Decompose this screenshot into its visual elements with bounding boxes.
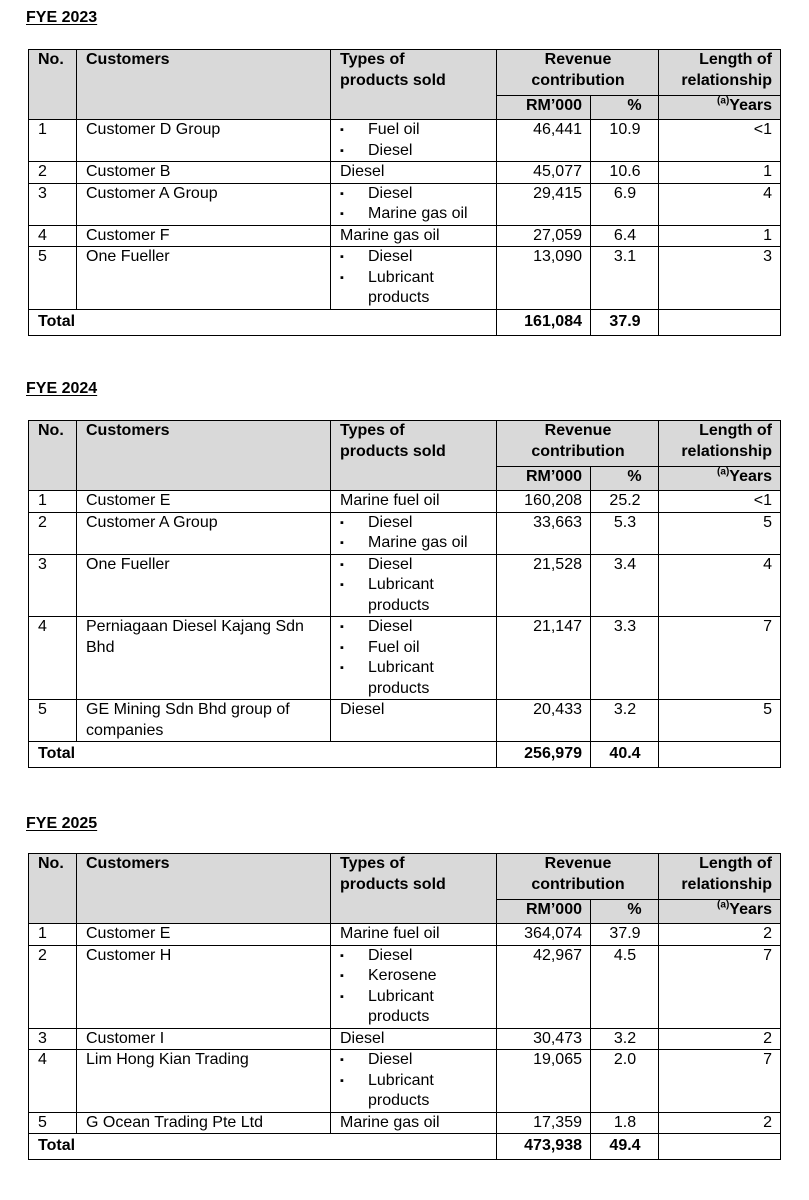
table-row [29, 1028, 781, 1050]
bullet-icon: ▪ [340, 621, 344, 633]
total-rm000: 256,979 [497, 742, 591, 768]
table-row [29, 1112, 781, 1134]
customer-name: Customer A Group [77, 512, 331, 554]
product-item [340, 141, 488, 162]
products-sold: Diesel [331, 700, 497, 742]
note-a-marker: (a) [717, 466, 730, 478]
top-customers-table-fye-2023 [28, 49, 781, 336]
header-years: $^{(a)}$Years [659, 96, 781, 120]
products-sold [331, 512, 497, 554]
products-sold: Marine gas oil [331, 225, 497, 247]
product-item [340, 533, 488, 554]
row-number: 1 [29, 120, 77, 162]
customer-name: One Fueller [77, 247, 331, 310]
bullet-icon: ▪ [340, 124, 344, 136]
product-label: Marine gas oil [368, 534, 468, 551]
products-sold: Diesel [331, 1028, 497, 1050]
header-rm000: RM’000 [497, 900, 591, 924]
bullet-icon: ▪ [340, 990, 344, 1003]
revenue-percent: 3.1 [591, 247, 659, 310]
table-row [29, 512, 781, 554]
product-label: Diesel [368, 513, 413, 531]
bullet-icon: ▪ [340, 1054, 344, 1066]
row-number: 3 [29, 554, 77, 617]
products-list [340, 946, 488, 1028]
row-number: 1 [29, 924, 77, 946]
revenue-percent: 2.0 [591, 1050, 659, 1113]
product-item [340, 1050, 488, 1071]
product-label: Fuel oil [368, 638, 420, 656]
table-body-fye-2023 [29, 120, 781, 310]
bullet-icon: ▪ [340, 144, 344, 157]
bullet-icon: ▪ [340, 187, 344, 200]
header-customers: Customers [77, 421, 331, 491]
revenue-percent: 10.6 [591, 162, 659, 184]
product-item [340, 1071, 488, 1112]
section-title-fye-2024: FYE 2024 [26, 380, 98, 397]
product-item [340, 204, 488, 225]
row-number: 5 [29, 247, 77, 310]
row-number: 2 [29, 162, 77, 184]
row-number: 4 [29, 225, 77, 247]
product-item [340, 617, 488, 638]
products-sold [331, 945, 497, 1028]
header-types-of-products: Types of products sold [331, 854, 497, 924]
bullet-icon: ▪ [340, 970, 344, 982]
product-item [340, 946, 488, 967]
revenue-percent: 3.2 [591, 1028, 659, 1050]
row-number: 3 [29, 183, 77, 225]
customer-name: Customer A Group [77, 183, 331, 225]
customer-name: Customer F [77, 225, 331, 247]
product-item [340, 966, 488, 987]
header-revenue-contribution: Revenue contribution [497, 854, 659, 900]
revenue-rm000: 42,967 [497, 945, 591, 1028]
total-percent: 49.4 [591, 1134, 659, 1160]
revenue-percent: 3.4 [591, 554, 659, 617]
product-label: Fuel oil [368, 121, 420, 138]
relationship-years: 7 [659, 1050, 781, 1113]
revenue-rm000: 30,473 [497, 1028, 591, 1050]
section-title-fye-2023: FYE 2023 [26, 9, 98, 26]
table-row [29, 700, 781, 742]
bullet-icon: ▪ [340, 641, 344, 654]
relationship-years: 7 [659, 945, 781, 1028]
table-row [29, 225, 781, 247]
revenue-percent: 6.9 [591, 183, 659, 225]
header-no: No. [29, 421, 77, 491]
header-percent: % [591, 96, 659, 120]
total-row [29, 309, 781, 335]
products-list [340, 247, 488, 309]
bullet-icon: ▪ [340, 537, 344, 549]
products-list [340, 617, 488, 699]
total-row [29, 1134, 781, 1160]
total-percent: 37.9 [591, 309, 659, 335]
relationship-years: <1 [659, 491, 781, 513]
row-number: 3 [29, 1028, 77, 1050]
total-row [29, 742, 781, 768]
row-number: 2 [29, 512, 77, 554]
total-years-empty [659, 742, 781, 768]
customer-name: Customer I [77, 1028, 331, 1050]
relationship-years: 4 [659, 554, 781, 617]
row-number: 2 [29, 945, 77, 1028]
bullet-icon: ▪ [340, 579, 344, 591]
revenue-rm000: 20,433 [497, 700, 591, 742]
table-row [29, 247, 781, 310]
section-title-fye-2025: FYE 2025 [26, 815, 98, 832]
bullet-icon: ▪ [340, 1074, 344, 1087]
total-years-empty [659, 1134, 781, 1160]
total-rm000: 473,938 [497, 1134, 591, 1160]
relationship-years: <1 [659, 120, 781, 162]
header-customers: Customers [77, 854, 331, 924]
product-item [340, 513, 488, 534]
header-years: $^{(a)}$Years [659, 900, 781, 924]
row-number: 5 [29, 700, 77, 742]
bullet-icon: ▪ [340, 558, 344, 571]
relationship-years: 7 [659, 617, 781, 700]
bullet-icon: ▪ [340, 271, 344, 284]
product-label: Lubricant products [368, 987, 434, 1025]
product-item [340, 555, 488, 576]
revenue-rm000: 364,074 [497, 924, 591, 946]
header-length-of-relationship: Length of relationship [659, 421, 781, 467]
header-customers: Customers [77, 50, 331, 120]
revenue-percent: 25.2 [591, 491, 659, 513]
table-body-fye-2024 [29, 491, 781, 742]
revenue-percent: 5.3 [591, 512, 659, 554]
revenue-rm000: 46,441 [497, 120, 591, 162]
table-row [29, 120, 781, 162]
product-label: Diesel [368, 248, 413, 265]
row-number: 1 [29, 491, 77, 513]
relationship-years: 2 [659, 1112, 781, 1134]
note-a-marker: (a) [717, 95, 730, 107]
customer-name: Perniagaan Diesel Kajang Sdn Bhd [77, 617, 331, 700]
bullet-icon: ▪ [340, 516, 344, 529]
revenue-rm000: 27,059 [497, 225, 591, 247]
revenue-percent: 4.5 [591, 945, 659, 1028]
relationship-years: 2 [659, 924, 781, 946]
revenue-rm000: 17,359 [497, 1112, 591, 1134]
products-sold: Diesel [331, 162, 497, 184]
relationship-years: 1 [659, 225, 781, 247]
header-types-of-products: Types of products sold [331, 50, 497, 120]
product-item [340, 120, 488, 141]
total-years-empty [659, 309, 781, 335]
relationship-years: 5 [659, 700, 781, 742]
table-row [29, 1050, 781, 1113]
table-row [29, 924, 781, 946]
bullet-icon: ▪ [340, 251, 344, 263]
revenue-percent: 37.9 [591, 924, 659, 946]
header-revenue-contribution: Revenue contribution [497, 50, 659, 96]
bullet-icon: ▪ [340, 949, 344, 962]
table-row [29, 183, 781, 225]
products-sold [331, 120, 497, 162]
products-list [340, 120, 488, 161]
header-revenue-contribution: Revenue contribution [497, 421, 659, 467]
customer-name: GE Mining Sdn Bhd group of companies [77, 700, 331, 742]
header-no: No. [29, 50, 77, 120]
revenue-percent: 1.8 [591, 1112, 659, 1134]
relationship-years: 3 [659, 247, 781, 310]
products-sold [331, 617, 497, 700]
product-label: Lubricant products [368, 576, 434, 614]
product-label: Lubricant products [368, 659, 434, 697]
customer-name: Customer H [77, 945, 331, 1028]
table-row [29, 162, 781, 184]
product-item [340, 184, 488, 205]
relationship-years: 2 [659, 1028, 781, 1050]
products-sold: Marine gas oil [331, 1112, 497, 1134]
product-label: Lubricant products [368, 1071, 434, 1109]
product-item [340, 268, 488, 309]
revenue-rm000: 13,090 [497, 247, 591, 310]
product-label: Lubricant products [368, 268, 434, 306]
customer-name: Customer D Group [77, 120, 331, 162]
revenue-rm000: 33,663 [497, 512, 591, 554]
products-list [340, 513, 488, 554]
relationship-years: 5 [659, 512, 781, 554]
product-item [340, 658, 488, 699]
revenue-rm000: 160,208 [497, 491, 591, 513]
total-percent: 40.4 [591, 742, 659, 768]
row-number: 4 [29, 1050, 77, 1113]
table-row [29, 491, 781, 513]
product-label: Diesel [368, 141, 413, 159]
total-label: Total [29, 742, 497, 768]
products-list [340, 1050, 488, 1112]
total-rm000: 161,084 [497, 309, 591, 335]
header-length-of-relationship: Length of relationship [659, 854, 781, 900]
total-label: Total [29, 309, 497, 335]
customer-name: Lim Hong Kian Trading [77, 1050, 331, 1113]
top-customers-table-fye-2024 [28, 420, 781, 768]
revenue-rm000: 21,147 [497, 617, 591, 700]
relationship-years: 4 [659, 183, 781, 225]
product-label: Diesel [368, 618, 413, 635]
revenue-percent: 6.4 [591, 225, 659, 247]
revenue-percent: 3.2 [591, 700, 659, 742]
product-label: Diesel [368, 555, 413, 573]
header-years: $^{(a)}$Years [659, 467, 781, 491]
bullet-icon: ▪ [340, 662, 344, 674]
header-rm000: RM’000 [497, 96, 591, 120]
product-item [340, 987, 488, 1028]
header-length-of-relationship: Length of relationship [659, 50, 781, 96]
revenue-rm000: 45,077 [497, 162, 591, 184]
product-label: Kerosene [368, 967, 437, 984]
product-item [340, 247, 488, 268]
table-row [29, 617, 781, 700]
note-a-marker: (a) [717, 899, 730, 911]
customer-name: Customer E [77, 491, 331, 513]
products-sold: Marine fuel oil [331, 924, 497, 946]
table-body-fye-2025 [29, 924, 781, 1134]
header-types-of-products: Types of products sold [331, 421, 497, 491]
products-list [340, 184, 488, 225]
revenue-rm000: 19,065 [497, 1050, 591, 1113]
customer-name: Customer B [77, 162, 331, 184]
products-sold [331, 247, 497, 310]
products-sold [331, 554, 497, 617]
product-item [340, 638, 488, 659]
relationship-years: 1 [659, 162, 781, 184]
revenue-percent: 3.3 [591, 617, 659, 700]
product-label: Diesel [368, 1051, 413, 1068]
revenue-rm000: 21,528 [497, 554, 591, 617]
products-sold [331, 1050, 497, 1113]
products-list [340, 555, 488, 617]
products-sold: Marine fuel oil [331, 491, 497, 513]
row-number: 4 [29, 617, 77, 700]
customer-name: G Ocean Trading Pte Ltd [77, 1112, 331, 1134]
row-number: 5 [29, 1112, 77, 1134]
products-sold [331, 183, 497, 225]
customer-name: Customer E [77, 924, 331, 946]
header-percent: % [591, 467, 659, 491]
top-customers-table-fye-2025 [28, 853, 781, 1160]
table-row [29, 554, 781, 617]
product-label: Diesel [368, 946, 413, 964]
product-item [340, 575, 488, 616]
revenue-percent: 10.9 [591, 120, 659, 162]
customer-name: One Fueller [77, 554, 331, 617]
total-label: Total [29, 1134, 497, 1160]
table-row [29, 945, 781, 1028]
revenue-rm000: 29,415 [497, 183, 591, 225]
bullet-icon: ▪ [340, 208, 344, 220]
header-no: No. [29, 854, 77, 924]
header-rm000: RM’000 [497, 467, 591, 491]
product-label: Marine gas oil [368, 205, 468, 222]
header-percent: % [591, 900, 659, 924]
product-label: Diesel [368, 184, 413, 202]
